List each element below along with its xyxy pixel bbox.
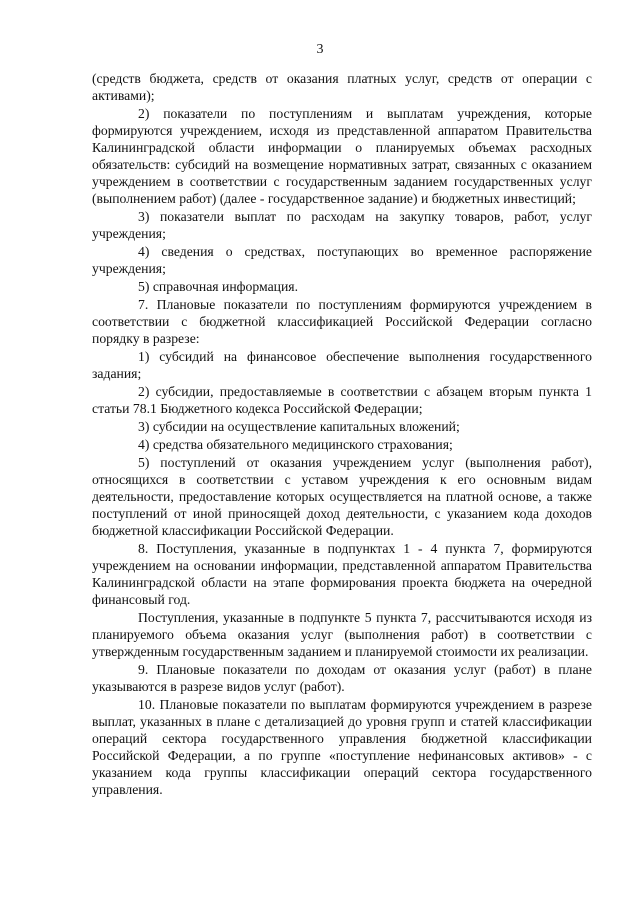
- paragraph-item-2-indicators: 2) показатели по поступлениям и выплатам учреждения, которые формируются учреждением, исходя из представленной аппаратом Правительства Калининградской области информации о планируемых объемах расходных обязательств: субсидий на возмещение нормативных затрат, связанных с оказанием учреждением в соответствии с государственным заданием государственных услуг (выполнением работ) (далее - государственное задание) и бюджетных инвестиций;: [92, 106, 592, 206]
- paragraph-clause-7: 7. Плановые показатели по поступлениям формируются учреждением в соответствии с бюджетной классификацией Российской Федерации согласно порядку в разрезе:: [92, 297, 592, 346]
- paragraph-clause-7-item-2: 2) субсидии, предоставляемые в соответствии с абзацем вторым пункта 1 статьи 78.1 Бюджетного кодекса Российской Федерации;: [92, 384, 592, 416]
- paragraph-clause-9: 9. Плановые показатели по доходам от оказания услуг (работ) в плане указываются в разрезе видов услуг (работ).: [92, 662, 592, 694]
- paragraph-clause-10: 10. Плановые показатели по выплатам формируются учреждением в разрезе выплат, указанных в плане с детализацией до уровня групп и статей классификации операций сектора государственного управления бюджетной классификации Российской Федерации, а по группе «поступление нефинансовых активов» - с указанием кода группы классификации операций сектора государственного управления.: [92, 697, 592, 797]
- paragraph-clause-7-item-1: 1) субсидий на финансовое обеспечение выполнения государственного задания;: [92, 349, 592, 381]
- paragraph-clause-7-item-5: 5) поступлений от оказания учреждением услуг (выполнения работ), относящихся в соответствии с уставом учреждения к его основным видам деятельности, предоставление которых осуществляется на платной основе, а также поступлений от иной приносящей доход деятельности, с указанием кода доходов бюджетной классификации Российской Федерации.: [92, 455, 592, 538]
- paragraph-continuation: (средств бюджета, средств от оказания платных услуг, средств от операции с активами);: [92, 71, 592, 103]
- paragraph-clause-8: 8. Поступления, указанные в подпунктах 1 - 4 пункта 7, формируются учреждением на основании информации, представленной аппаратом Правительства Калининградской области на этапе формирования проекта бюджета на очередной финансовый год.: [92, 541, 592, 607]
- paragraph-item-5-reference-info: 5) справочная информация.: [138, 279, 299, 294]
- paragraph-clause-7-item-3: 3) субсидии на осуществление капитальных вложений;: [138, 419, 460, 434]
- paragraph-item-3-purchases: 3) показатели выплат по расходам на закупку товаров, работ, услуг учреждения;: [92, 209, 592, 241]
- paragraph-clause-8-continued: Поступления, указанные в подпункте 5 пункта 7, рассчитываются исходя из планируемого объема оказания услуг (выполнения работ) в соответствии с утвержденным государственным заданием и планируемой стоимости их реализации.: [92, 610, 592, 659]
- document-body: [92, 70, 592, 799]
- page-number: 3: [316, 42, 324, 57]
- paragraph-clause-7-item-4: 4) средства обязательного медицинского страхования;: [138, 437, 453, 452]
- paragraph-item-4-temporary-funds: 4) сведения о средствах, поступающих во временное распоряжение учреждения;: [92, 244, 592, 276]
